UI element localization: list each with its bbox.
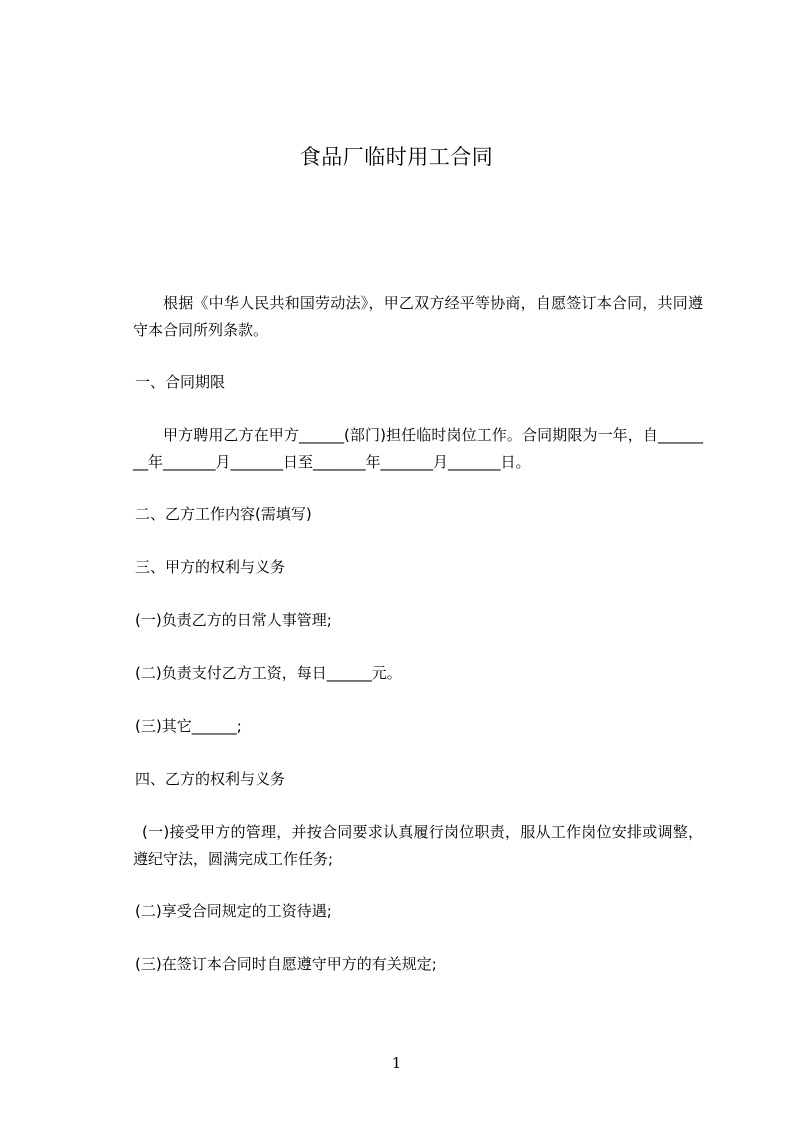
section-3-item-3: (三)其它______; (135, 717, 242, 735)
section-3-item-2: (二)负责支付乙方工资，每日______元。 (135, 664, 402, 682)
section-1-heading: 一、合同期限 (135, 373, 226, 391)
section-3-item-1: (一)负责乙方的日常人事管理; (135, 611, 332, 629)
section-2-heading: 二、乙方工作内容(需填写) (135, 505, 312, 523)
document-title: 食品厂临时用工合同 (299, 145, 494, 169)
section-1-body: 甲方聘用乙方在甲方______(部门)担任临时岗位工作。合同期限为一年，自________年_______月_______日至_______年_______月_______日。 (133, 426, 703, 471)
section-3-heading: 三、甲方的权利与义务 (135, 558, 286, 576)
section-4-heading: 四、乙方的权利与义务 (135, 770, 286, 788)
section-4-item-3: (三)在签订本合同时自愿遵守甲方的有关规定; (135, 955, 437, 973)
section-4-item-1: (一)接受甲方的管理，并按合同要求认真履行岗位职责，服从工作岗位安排或调整，遵纪守法，圆满完成工作任务; (133, 823, 703, 868)
intro-paragraph: 根据《中华人民共和国劳动法》，甲乙双方经平等协商，自愿签订本合同，共同遵守本合同所列条款。 (133, 294, 703, 339)
page-number: 1 (391, 1054, 402, 1072)
section-4-item-2: (二)享受合同规定的工资待遇; (135, 902, 332, 920)
document-body (133, 290, 703, 978)
